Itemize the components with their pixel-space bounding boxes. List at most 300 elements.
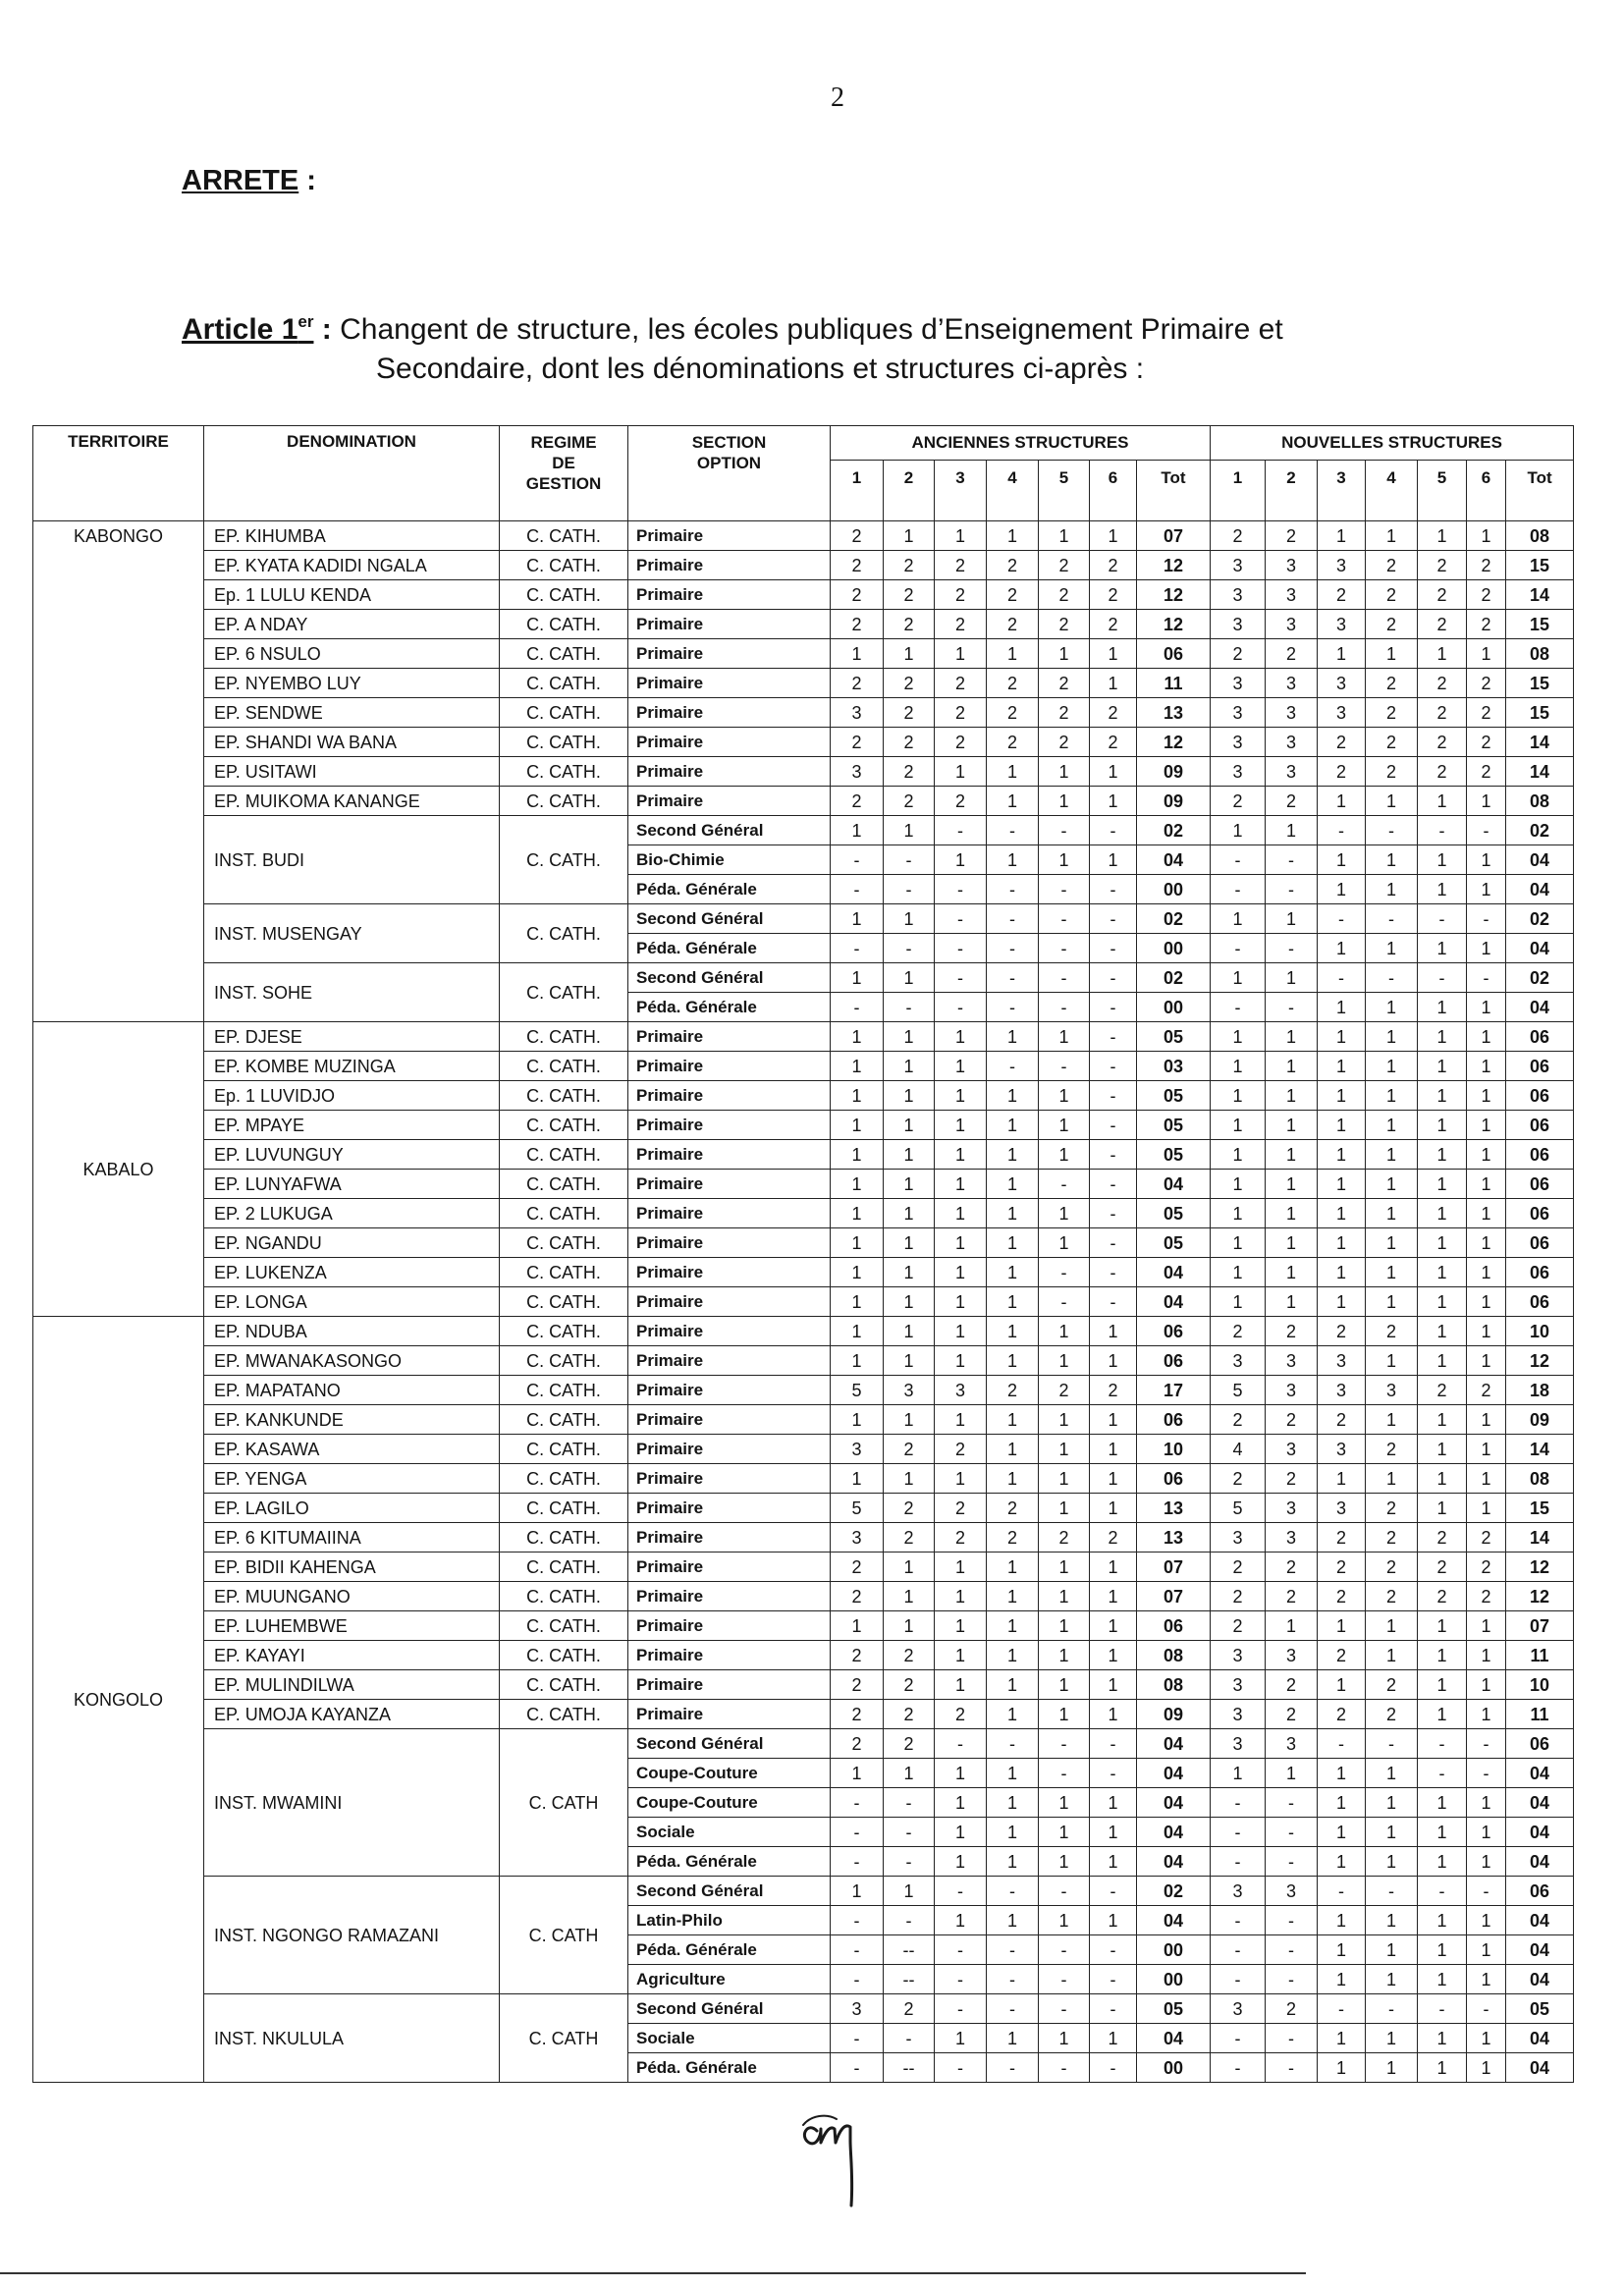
ancienne-value-cell: 1	[1039, 639, 1090, 669]
nouvelle-value-cell: 1	[1418, 934, 1467, 963]
section-option-cell: Primaire	[628, 787, 831, 816]
ancienne-value-cell: 1	[1090, 669, 1137, 698]
ancienne-value-cell: 1	[987, 1081, 1039, 1111]
ancienne-value-cell: 1	[884, 1464, 935, 1494]
ancienne-value-cell: 1	[1090, 1611, 1137, 1641]
ancienne-value-cell: 1	[987, 1287, 1039, 1317]
table-header-row	[33, 426, 1574, 461]
heading-colon: :	[298, 165, 316, 196]
nouvelle-value-cell: -	[1366, 1877, 1418, 1906]
nouvelle-value-cell: 1	[1467, 1494, 1506, 1523]
nouvelle-value-cell: 2	[1467, 757, 1506, 787]
ancienne-value-cell: -	[935, 875, 987, 904]
school-name-cell: EP. MWANAKASONGO	[204, 1346, 500, 1376]
nouvelle-value-cell: 2	[1266, 1700, 1318, 1729]
page-bottom-rule	[0, 2272, 1306, 2274]
table-row	[33, 698, 1574, 728]
ancienne-value-cell: 2	[884, 1670, 935, 1700]
ancienne-value-cell: 1	[884, 1287, 935, 1317]
nouvelle-total-cell: 06	[1506, 1877, 1574, 1906]
ancienne-value-cell: 1	[987, 1435, 1039, 1464]
nouvelle-value-cell: 2	[1418, 610, 1467, 639]
article-1-text	[182, 310, 1283, 389]
nouvelle-value-cell: 1	[1418, 1906, 1467, 1935]
nouvelle-value-cell: 2	[1366, 580, 1418, 610]
nouvelle-value-cell: 1	[1318, 1847, 1366, 1877]
nouvelle-value-cell: 1	[1211, 816, 1266, 845]
ancienne-total-cell: 07	[1137, 1553, 1211, 1582]
nouvelle-value-cell: 1	[1366, 934, 1418, 963]
nouvelle-value-cell: 2	[1266, 1464, 1318, 1494]
header-regime-line: REGIME	[530, 433, 597, 452]
nouvelle-value-cell: 1	[1318, 1759, 1366, 1788]
table-row	[33, 521, 1574, 551]
ancienne-value-cell: -	[1090, 993, 1137, 1022]
nouvelle-value-cell: 3	[1318, 698, 1366, 728]
nouvelle-value-cell: 1	[1418, 1052, 1467, 1081]
section-option-cell: Péda. Générale	[628, 934, 831, 963]
ancienne-value-cell: 1	[987, 1906, 1039, 1935]
ancienne-value-cell: -	[831, 1965, 884, 1994]
nouvelle-value-cell: 2	[1418, 669, 1467, 698]
ancienne-value-cell: 1	[884, 1258, 935, 1287]
nouvelle-total-cell: 04	[1506, 875, 1574, 904]
ancienne-value-cell: 1	[935, 1611, 987, 1641]
table-row	[33, 757, 1574, 787]
nouvelle-total-cell: 12	[1506, 1582, 1574, 1611]
ancienne-value-cell: -	[831, 934, 884, 963]
nouvelle-total-cell: 10	[1506, 1317, 1574, 1346]
ancienne-value-cell: 1	[884, 1170, 935, 1199]
nouvelle-value-cell: -	[1211, 1788, 1266, 1818]
ancienne-value-cell: 2	[935, 787, 987, 816]
nouvelle-value-cell: 3	[1318, 1346, 1366, 1376]
section-option-cell: Primaire	[628, 1700, 831, 1729]
nouvelle-value-cell: 1	[1366, 1405, 1418, 1435]
nouvelle-value-cell: 2	[1366, 1435, 1418, 1464]
nouvelle-value-cell: 1	[1366, 1818, 1418, 1847]
ancienne-value-cell: 1	[987, 1317, 1039, 1346]
ancienne-value-cell: 1	[935, 1140, 987, 1170]
ancienne-total-cell: 05	[1137, 1022, 1211, 1052]
school-name-cell: EP. KOMBE MUZINGA	[204, 1052, 500, 1081]
ancienne-value-cell: 1	[831, 1346, 884, 1376]
ancienne-total-cell: 04	[1137, 1287, 1211, 1317]
table-row	[33, 1877, 1574, 1906]
nouvelle-value-cell: 1	[1366, 1287, 1418, 1317]
ancienne-value-cell: 3	[831, 1994, 884, 2024]
nouvelle-value-cell: 1	[1211, 1081, 1266, 1111]
nouvelle-total-cell: 12	[1506, 1553, 1574, 1582]
table-row	[33, 1199, 1574, 1228]
nouvelle-value-cell: 1	[1418, 2053, 1467, 2083]
nouvelle-value-cell: 1	[1318, 1611, 1366, 1641]
section-option-cell: Primaire	[628, 1258, 831, 1287]
section-option-cell: Second Général	[628, 816, 831, 845]
nouvelle-value-cell: 2	[1318, 1405, 1366, 1435]
ancienne-value-cell: -	[1039, 1965, 1090, 1994]
header-regime-line: GESTION	[525, 474, 602, 493]
ancienne-value-cell: 1	[884, 1877, 935, 1906]
table-row	[33, 1553, 1574, 1582]
ancienne-value-cell: -	[884, 1818, 935, 1847]
ancienne-value-cell: 2	[831, 728, 884, 757]
nouvelle-value-cell: 1	[1266, 1170, 1318, 1199]
nouvelle-value-cell: 1	[1467, 1081, 1506, 1111]
nouvelle-value-cell: 2	[1266, 1994, 1318, 2024]
nouvelle-value-cell: 2	[1467, 698, 1506, 728]
section-option-cell: Primaire	[628, 1523, 831, 1553]
ancienne-value-cell: -	[831, 1935, 884, 1965]
nouvelle-value-cell: 1	[1418, 639, 1467, 669]
nouvelle-total-cell: 04	[1506, 1935, 1574, 1965]
ancienne-value-cell: --	[884, 2053, 935, 2083]
ancienne-value-cell: 5	[831, 1494, 884, 1523]
school-name-cell: EP. NYEMBO LUY	[204, 669, 500, 698]
column-header: 5	[1418, 461, 1467, 521]
nouvelle-value-cell: 3	[1211, 757, 1266, 787]
section-option-cell: Péda. Générale	[628, 1847, 831, 1877]
column-header: 2	[1266, 461, 1318, 521]
nouvelle-value-cell: -	[1418, 1877, 1467, 1906]
nouvelle-value-cell: 2	[1467, 580, 1506, 610]
ancienne-value-cell: -	[831, 1818, 884, 1847]
ancienne-value-cell: -	[935, 934, 987, 963]
nouvelle-value-cell: 1	[1467, 1258, 1506, 1287]
nouvelle-total-cell: 15	[1506, 1494, 1574, 1523]
regime-cell: C. CATH.	[500, 1641, 628, 1670]
nouvelle-value-cell: -	[1211, 1965, 1266, 1994]
ancienne-value-cell: -	[1039, 875, 1090, 904]
ancienne-value-cell: 1	[935, 1022, 987, 1052]
ancienne-value-cell: 1	[987, 2024, 1039, 2053]
ancienne-value-cell: 1	[935, 1464, 987, 1494]
ancienne-total-cell: 10	[1137, 1435, 1211, 1464]
section-option-cell: Coupe-Couture	[628, 1759, 831, 1788]
ancienne-value-cell: 1	[1090, 1700, 1137, 1729]
table-row	[33, 1611, 1574, 1641]
regime-cell: C. CATH.	[500, 1611, 628, 1641]
territory-cell: KABONGO	[33, 521, 204, 1022]
ancienne-value-cell: -	[1039, 1877, 1090, 1906]
nouvelle-value-cell: 1	[1211, 1199, 1266, 1228]
regime-cell: C. CATH.	[500, 669, 628, 698]
table-row	[33, 1111, 1574, 1140]
nouvelle-value-cell: 3	[1266, 1376, 1318, 1405]
nouvelle-value-cell: 5	[1211, 1494, 1266, 1523]
ancienne-value-cell: -	[1090, 1228, 1137, 1258]
nouvelle-value-cell: 3	[1211, 1994, 1266, 2024]
nouvelle-value-cell: 1	[1467, 1199, 1506, 1228]
nouvelle-total-cell: 08	[1506, 787, 1574, 816]
ancienne-value-cell: -	[884, 993, 935, 1022]
section-option-cell: Primaire	[628, 1022, 831, 1052]
ancienne-value-cell: 2	[1090, 610, 1137, 639]
ancienne-value-cell: 2	[884, 1494, 935, 1523]
nouvelle-value-cell: 1	[1467, 1818, 1506, 1847]
table-row	[33, 1258, 1574, 1287]
nouvelle-value-cell: 1	[1467, 875, 1506, 904]
ancienne-value-cell: 1	[1090, 1670, 1137, 1700]
ancienne-value-cell: 2	[831, 521, 884, 551]
nouvelle-total-cell: 04	[1506, 934, 1574, 963]
ancienne-value-cell: 1	[987, 1847, 1039, 1877]
nouvelle-value-cell: 2	[1266, 1317, 1318, 1346]
ancienne-value-cell: -	[884, 1906, 935, 1935]
ancienne-value-cell: 1	[987, 1199, 1039, 1228]
ancienne-total-cell: 06	[1137, 1611, 1211, 1641]
ancienne-value-cell: 1	[935, 1405, 987, 1435]
regime-cell: C. CATH.	[500, 757, 628, 787]
nouvelle-value-cell: 1	[1366, 1641, 1418, 1670]
column-header: 6	[1090, 461, 1137, 521]
ancienne-total-cell: 04	[1137, 1906, 1211, 1935]
nouvelle-value-cell: 2	[1318, 1523, 1366, 1553]
nouvelle-total-cell: 04	[1506, 1818, 1574, 1847]
nouvelle-value-cell: -	[1467, 816, 1506, 845]
ancienne-value-cell: 2	[831, 1700, 884, 1729]
ancienne-value-cell: 1	[831, 1877, 884, 1906]
nouvelle-value-cell: 2	[1211, 1553, 1266, 1582]
ancienne-value-cell: 1	[1039, 1199, 1090, 1228]
ancienne-value-cell: 2	[1039, 698, 1090, 728]
nouvelle-value-cell: -	[1266, 1788, 1318, 1818]
school-name-cell: INST. SOHE	[204, 963, 500, 1022]
nouvelle-value-cell: 1	[1418, 1464, 1467, 1494]
ancienne-value-cell: 1	[935, 1258, 987, 1287]
nouvelle-value-cell: 1	[1366, 1258, 1418, 1287]
nouvelle-value-cell: 1	[1366, 875, 1418, 904]
ancienne-value-cell: -	[1039, 1759, 1090, 1788]
section-option-cell: Primaire	[628, 1405, 831, 1435]
nouvelle-value-cell: 2	[1418, 580, 1467, 610]
ancienne-total-cell: 11	[1137, 669, 1211, 698]
nouvelle-value-cell: 2	[1318, 757, 1366, 787]
school-name-cell: EP. BIDII KAHENGA	[204, 1553, 500, 1582]
header-regime	[500, 426, 628, 521]
school-name-cell: Ep. 1 LUVIDJO	[204, 1081, 500, 1111]
section-option-cell: Primaire	[628, 580, 831, 610]
nouvelle-value-cell: 2	[1211, 521, 1266, 551]
nouvelle-value-cell: -	[1418, 1994, 1467, 2024]
school-name-cell: EP. SHANDI WA BANA	[204, 728, 500, 757]
ancienne-value-cell: 3	[831, 698, 884, 728]
section-option-cell: Primaire	[628, 1199, 831, 1228]
ancienne-value-cell: 2	[935, 1435, 987, 1464]
ancienne-value-cell: 2	[831, 1729, 884, 1759]
school-name-cell: EP. LUHEMBWE	[204, 1611, 500, 1641]
ancienne-total-cell: 00	[1137, 934, 1211, 963]
column-header: 4	[987, 461, 1039, 521]
ancienne-value-cell: 1	[1090, 787, 1137, 816]
ancienne-value-cell: -	[935, 1877, 987, 1906]
regime-cell: C. CATH	[500, 1994, 628, 2083]
nouvelle-value-cell: 1	[1418, 1641, 1467, 1670]
nouvelle-value-cell: 1	[1467, 993, 1506, 1022]
nouvelle-total-cell: 15	[1506, 698, 1574, 728]
nouvelle-value-cell: 1	[1318, 993, 1366, 1022]
ancienne-value-cell: 1	[1039, 1228, 1090, 1258]
nouvelle-value-cell: 3	[1211, 728, 1266, 757]
ancienne-value-cell: -	[935, 993, 987, 1022]
nouvelle-value-cell: 1	[1318, 1906, 1366, 1935]
section-option-cell: Second Général	[628, 1877, 831, 1906]
ancienne-value-cell: 2	[987, 1494, 1039, 1523]
nouvelle-value-cell: 1	[1418, 1287, 1467, 1317]
table-row	[33, 904, 1574, 934]
ancienne-value-cell: 2	[987, 580, 1039, 610]
nouvelle-value-cell: 3	[1211, 1641, 1266, 1670]
nouvelle-value-cell: 3	[1266, 698, 1318, 728]
ancienne-total-cell: 05	[1137, 1199, 1211, 1228]
ancienne-value-cell: 1	[1090, 1847, 1137, 1877]
ancienne-value-cell: 2	[884, 610, 935, 639]
ancienne-total-cell: 00	[1137, 1965, 1211, 1994]
nouvelle-value-cell: 1	[1318, 1670, 1366, 1700]
section-option-cell: Primaire	[628, 1435, 831, 1464]
nouvelle-value-cell: 1	[1418, 1965, 1467, 1994]
ancienne-value-cell: 2	[1090, 580, 1137, 610]
ancienne-total-cell: 17	[1137, 1376, 1211, 1405]
regime-cell: C. CATH.	[500, 1553, 628, 1582]
ancienne-value-cell: -	[1090, 1022, 1137, 1052]
nouvelle-value-cell: -	[1467, 1877, 1506, 1906]
ancienne-total-cell: 02	[1137, 904, 1211, 934]
ancienne-value-cell: 2	[935, 669, 987, 698]
section-option-cell: Primaire	[628, 1494, 831, 1523]
nouvelle-value-cell: 1	[1266, 1759, 1318, 1788]
nouvelle-total-cell: 08	[1506, 521, 1574, 551]
school-name-cell: EP. KAYAYI	[204, 1641, 500, 1670]
ancienne-value-cell: -	[1090, 1935, 1137, 1965]
ancienne-value-cell: -	[831, 1906, 884, 1935]
ancienne-value-cell: 1	[935, 757, 987, 787]
ancienne-total-cell: 08	[1137, 1641, 1211, 1670]
ancienne-value-cell: -	[987, 904, 1039, 934]
column-header: 1	[1211, 461, 1266, 521]
nouvelle-total-cell: 06	[1506, 1111, 1574, 1140]
school-name-cell: EP. DJESE	[204, 1022, 500, 1052]
ancienne-value-cell: 1	[884, 1081, 935, 1111]
nouvelle-value-cell: 1	[1318, 934, 1366, 963]
nouvelle-total-cell: 04	[1506, 845, 1574, 875]
ancienne-value-cell: -	[884, 2024, 935, 2053]
ancienne-value-cell: 3	[831, 1435, 884, 1464]
nouvelle-value-cell: 1	[1467, 1170, 1506, 1199]
ancienne-value-cell: 1	[884, 1199, 935, 1228]
header-territoire: TERRITOIRE	[33, 426, 204, 521]
section-option-cell: Primaire	[628, 1376, 831, 1405]
ancienne-value-cell: -	[1090, 1258, 1137, 1287]
ancienne-value-cell: 2	[1090, 1376, 1137, 1405]
nouvelle-value-cell: 1	[1467, 1847, 1506, 1877]
ancienne-value-cell: 2	[1090, 728, 1137, 757]
ancienne-total-cell: 05	[1137, 1081, 1211, 1111]
nouvelle-value-cell: 3	[1318, 669, 1366, 698]
nouvelle-value-cell: 1	[1418, 875, 1467, 904]
nouvelle-total-cell: 08	[1506, 1464, 1574, 1494]
ancienne-value-cell: -	[884, 1847, 935, 1877]
nouvelle-value-cell: 1	[1418, 1022, 1467, 1052]
regime-cell: C. CATH.	[500, 1405, 628, 1435]
nouvelle-value-cell: 1	[1266, 816, 1318, 845]
regime-cell: C. CATH.	[500, 1258, 628, 1287]
regime-cell: C. CATH.	[500, 1494, 628, 1523]
ancienne-value-cell: -	[935, 816, 987, 845]
nouvelle-value-cell: 1	[1366, 1906, 1418, 1935]
ancienne-value-cell: 2	[884, 1729, 935, 1759]
nouvelle-value-cell: -	[1418, 1729, 1467, 1759]
nouvelle-value-cell: -	[1211, 934, 1266, 963]
ancienne-value-cell: 1	[935, 845, 987, 875]
column-header: 3	[1318, 461, 1366, 521]
regime-cell: C. CATH.	[500, 1170, 628, 1199]
ancienne-value-cell: 2	[831, 610, 884, 639]
nouvelle-value-cell: 1	[1318, 787, 1366, 816]
nouvelle-total-cell: 06	[1506, 1052, 1574, 1081]
ancienne-value-cell: 1	[987, 1405, 1039, 1435]
nouvelle-value-cell: 3	[1211, 1346, 1266, 1376]
ancienne-value-cell: 1	[935, 1818, 987, 1847]
ancienne-value-cell: 1	[1090, 2024, 1137, 2053]
nouvelle-value-cell: 1	[1211, 1258, 1266, 1287]
ancienne-value-cell: 2	[831, 1670, 884, 1700]
regime-cell: C. CATH.	[500, 728, 628, 757]
nouvelle-value-cell: 1	[1366, 1464, 1418, 1494]
nouvelle-value-cell: 1	[1366, 1140, 1418, 1170]
ancienne-value-cell: 1	[831, 904, 884, 934]
ancienne-value-cell: 1	[1039, 1788, 1090, 1818]
nouvelle-value-cell: -	[1266, 993, 1318, 1022]
ancienne-value-cell: 2	[831, 551, 884, 580]
nouvelle-value-cell: 1	[1318, 845, 1366, 875]
nouvelle-value-cell: 1	[1418, 1494, 1467, 1523]
ancienne-value-cell: 1	[935, 1582, 987, 1611]
nouvelle-value-cell: -	[1266, 2024, 1318, 2053]
nouvelle-value-cell: 1	[1366, 1052, 1418, 1081]
nouvelle-value-cell: 2	[1467, 1376, 1506, 1405]
ancienne-value-cell: 1	[1090, 1818, 1137, 1847]
section-option-cell: Primaire	[628, 1081, 831, 1111]
nouvelle-value-cell: 1	[1467, 1965, 1506, 1994]
ancienne-value-cell: 1	[831, 1022, 884, 1052]
ancienne-value-cell: 1	[1039, 1081, 1090, 1111]
nouvelle-value-cell: 1	[1467, 2053, 1506, 2083]
ancienne-value-cell: 1	[1039, 1553, 1090, 1582]
ancienne-value-cell: -	[884, 875, 935, 904]
nouvelle-value-cell: 1	[1418, 1081, 1467, 1111]
nouvelle-value-cell: 3	[1318, 1494, 1366, 1523]
nouvelle-total-cell: 11	[1506, 1641, 1574, 1670]
school-name-cell: INST. NGONGO RAMAZANI	[204, 1877, 500, 1994]
nouvelle-value-cell: 2	[1467, 1582, 1506, 1611]
ancienne-value-cell: 1	[987, 1582, 1039, 1611]
ancienne-total-cell: 09	[1137, 787, 1211, 816]
ancienne-total-cell: 04	[1137, 1258, 1211, 1287]
ancienne-total-cell: 08	[1137, 1670, 1211, 1700]
ancienne-value-cell: 1	[987, 1818, 1039, 1847]
ancienne-value-cell: -	[1090, 1081, 1137, 1111]
section-option-cell: Primaire	[628, 1553, 831, 1582]
nouvelle-value-cell: 2	[1366, 1317, 1418, 1346]
ancienne-value-cell: -	[987, 1965, 1039, 1994]
ancienne-value-cell: -	[1039, 816, 1090, 845]
section-option-cell: Péda. Générale	[628, 993, 831, 1022]
ancienne-value-cell: 2	[884, 580, 935, 610]
nouvelle-value-cell: 2	[1366, 610, 1418, 639]
ancienne-value-cell: -	[935, 1935, 987, 1965]
nouvelle-total-cell: 04	[1506, 993, 1574, 1022]
